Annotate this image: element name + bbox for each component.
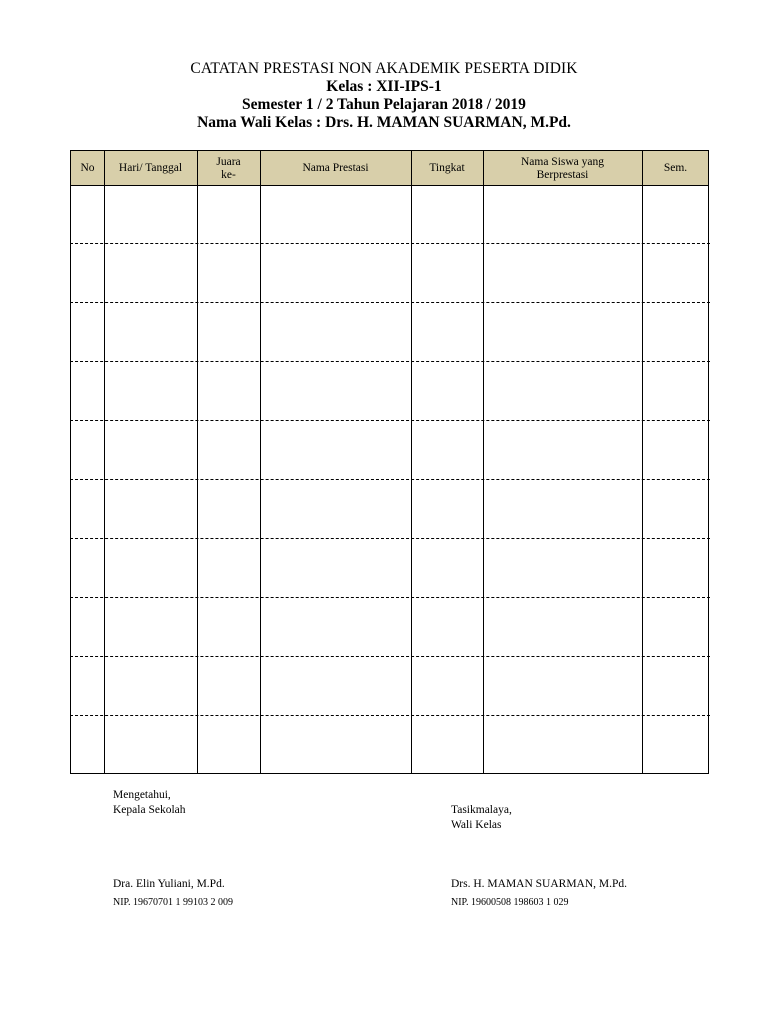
column-divider [197, 151, 198, 773]
column-divider [642, 151, 643, 773]
principal-signature-block [113, 788, 186, 818]
principal-title: Kepala Sekolah [113, 804, 186, 816]
semester-label: Semester 1 / 2 Tahun Pelajaran 2018 / 2019 [242, 96, 526, 113]
column-divider [483, 151, 484, 773]
achievement-table [70, 150, 709, 774]
row-separator [70, 597, 710, 598]
place-date-label: Tasikmalaya, [451, 804, 512, 816]
class-label: Kelas : XII-IPS-1 [326, 78, 442, 95]
acknowledged-label: Mengetahui, [113, 789, 171, 801]
column-header-date: Hari/ Tanggal [118, 162, 183, 174]
principal-nip: NIP. 19670701 1 99103 2 009 [113, 897, 234, 908]
row-separator [70, 361, 710, 362]
row-separator [70, 715, 710, 716]
row-separator [70, 538, 710, 539]
column-header-achievement: Nama Prestasi [302, 162, 369, 174]
column-header-no: No [80, 162, 95, 174]
column-divider [411, 151, 412, 773]
teacher-nip: NIP. 19600508 198603 1 029 [451, 897, 569, 908]
document-header [0, 60, 768, 132]
column-divider [104, 151, 105, 773]
column-header-semester: Sem. [663, 162, 688, 174]
column-divider [260, 151, 261, 773]
teacher-name: Drs. H. MAMAN SUARMAN, M.Pd. [451, 878, 628, 890]
teacher-title: Wali Kelas [451, 819, 502, 831]
principal-name: Dra. Elin Yuliani, M.Pd. [113, 878, 225, 890]
homeroom-teacher-label: Nama Wali Kelas : Drs. H. MAMAN SUARMAN, M.Pd. [197, 114, 571, 131]
column-header-student: Nama Siswa yang Berprestasi [520, 155, 605, 181]
document-title: CATATAN PRESTASI NON AKADEMIK PESERTA DIDIK [190, 60, 578, 77]
principal-name-block [113, 877, 233, 910]
row-separator [70, 302, 710, 303]
row-separator [70, 243, 710, 244]
row-separator [70, 420, 710, 421]
teacher-name-block [451, 877, 627, 910]
row-separator [70, 656, 710, 657]
teacher-signature-block [451, 803, 512, 833]
column-header-rank: Juara ke- [216, 155, 241, 181]
row-separator [70, 479, 710, 480]
column-header-level: Tingkat [429, 162, 465, 174]
